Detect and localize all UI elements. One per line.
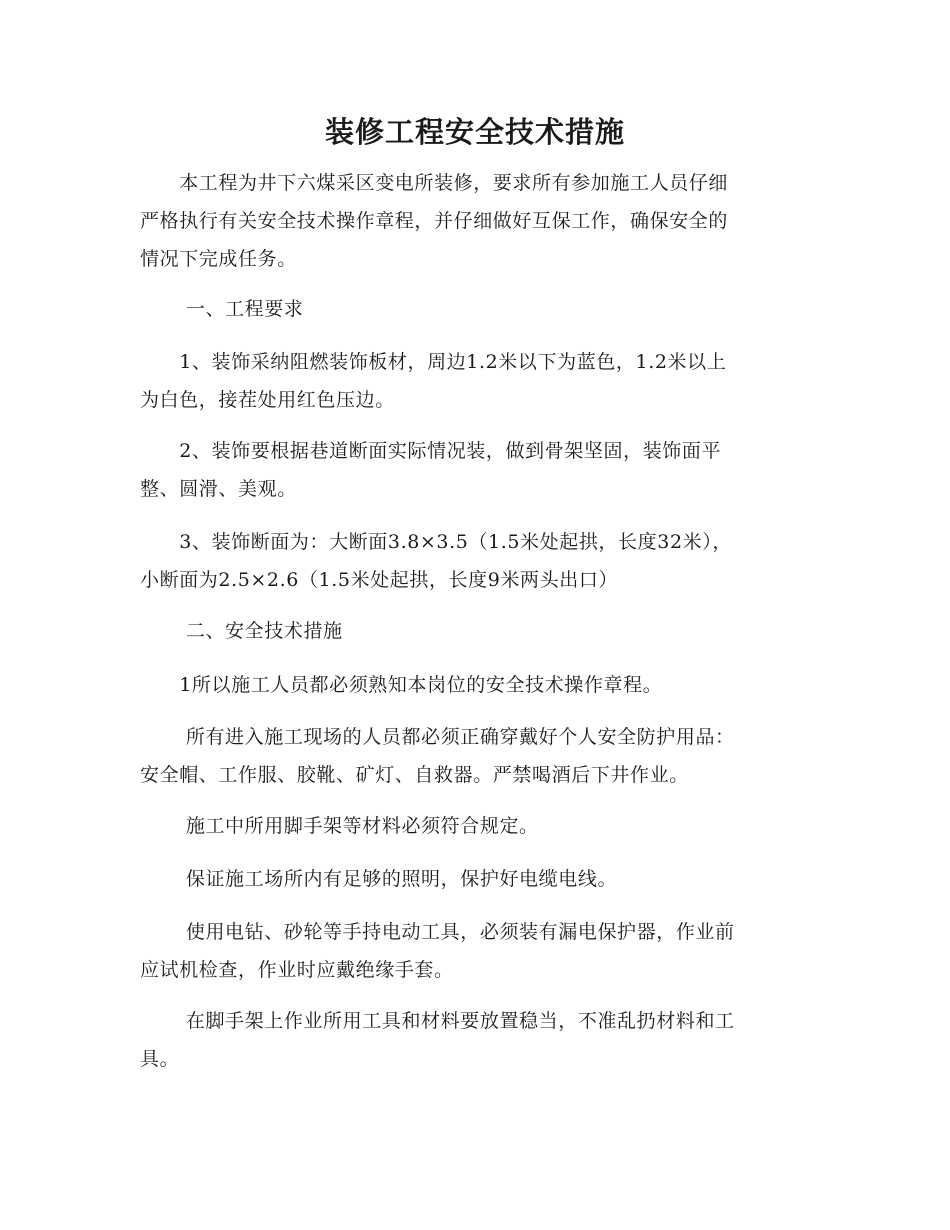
- text-line: 保证施工场所内有足够的照明，保护好电缆电线。: [140, 868, 618, 890]
- paragraph-intro: [140, 164, 810, 278]
- text-line: 本工程为井下六煤采区变电所装修，要求所有参加施工人员仔细: [140, 172, 729, 194]
- paragraph-item-3: [140, 523, 810, 599]
- text-line: 小断面为2.5×2.6（1.5米处起拱，长度9米两头出口）: [140, 569, 619, 591]
- text-line: 应试机检查，作业时应戴绝缘手套。: [140, 959, 454, 981]
- paragraph-measure-1: [140, 666, 810, 704]
- paragraph-measure-6: [140, 1002, 810, 1078]
- text-line: 施工中所用脚手架等材料必须符合规定。: [140, 815, 539, 837]
- text-line: 1所以施工人员都必须熟知本岗位的安全技术操作章程。: [140, 674, 663, 696]
- section-heading-requirements: [140, 290, 810, 328]
- paragraph-item-2: [140, 432, 810, 508]
- text-line: 情况下完成任务。: [140, 248, 297, 270]
- text-line: 二、安全技术措施: [140, 620, 343, 642]
- section-heading-safety: [140, 612, 810, 650]
- paragraph-item-1: [140, 343, 810, 419]
- text-line: 2、装饰要根据巷道断面实际情况装，做到骨架坚固，装饰面平: [140, 440, 722, 462]
- text-line: 使用电钻、砂轮等手持电动工具，必须装有漏电保护器，作业前: [140, 921, 735, 943]
- text-line: 在脚手架上作业所用工具和材料要放置稳当，不准乱扔材料和工: [140, 1010, 735, 1032]
- text-line: 为白色，接茬处用红色压边。: [140, 389, 395, 411]
- paragraph-measure-3: [140, 807, 810, 845]
- paragraph-measure-2: [140, 718, 810, 794]
- text-line: 具。: [140, 1048, 180, 1070]
- paragraph-measure-4: [140, 860, 810, 898]
- text-line: 所有进入施工现场的人员都必须正确穿戴好个人安全防护用品：: [140, 726, 735, 748]
- text-line: 3、装饰断面为：大断面3.8×3.5（1.5米处起拱，长度32米），: [140, 531, 732, 553]
- text-line: 严格执行有关安全技术操作章程，并仔细做好互保工作，确保安全的: [140, 210, 729, 232]
- text-line: 1、装饰采纳阻燃装饰板材，周边1.2米以下为蓝色，1.2米以上: [140, 351, 727, 373]
- text-line: 安全帽、工作服、胶靴、矿灯、自救器。严禁喝酒后下井作业。: [140, 764, 689, 786]
- text-line: 整、圆滑、美观。: [140, 478, 297, 500]
- paragraph-measure-5: [140, 913, 810, 989]
- document-title: 装修工程安全技术措施: [324, 115, 625, 149]
- text-line: 一、工程要求: [140, 298, 304, 320]
